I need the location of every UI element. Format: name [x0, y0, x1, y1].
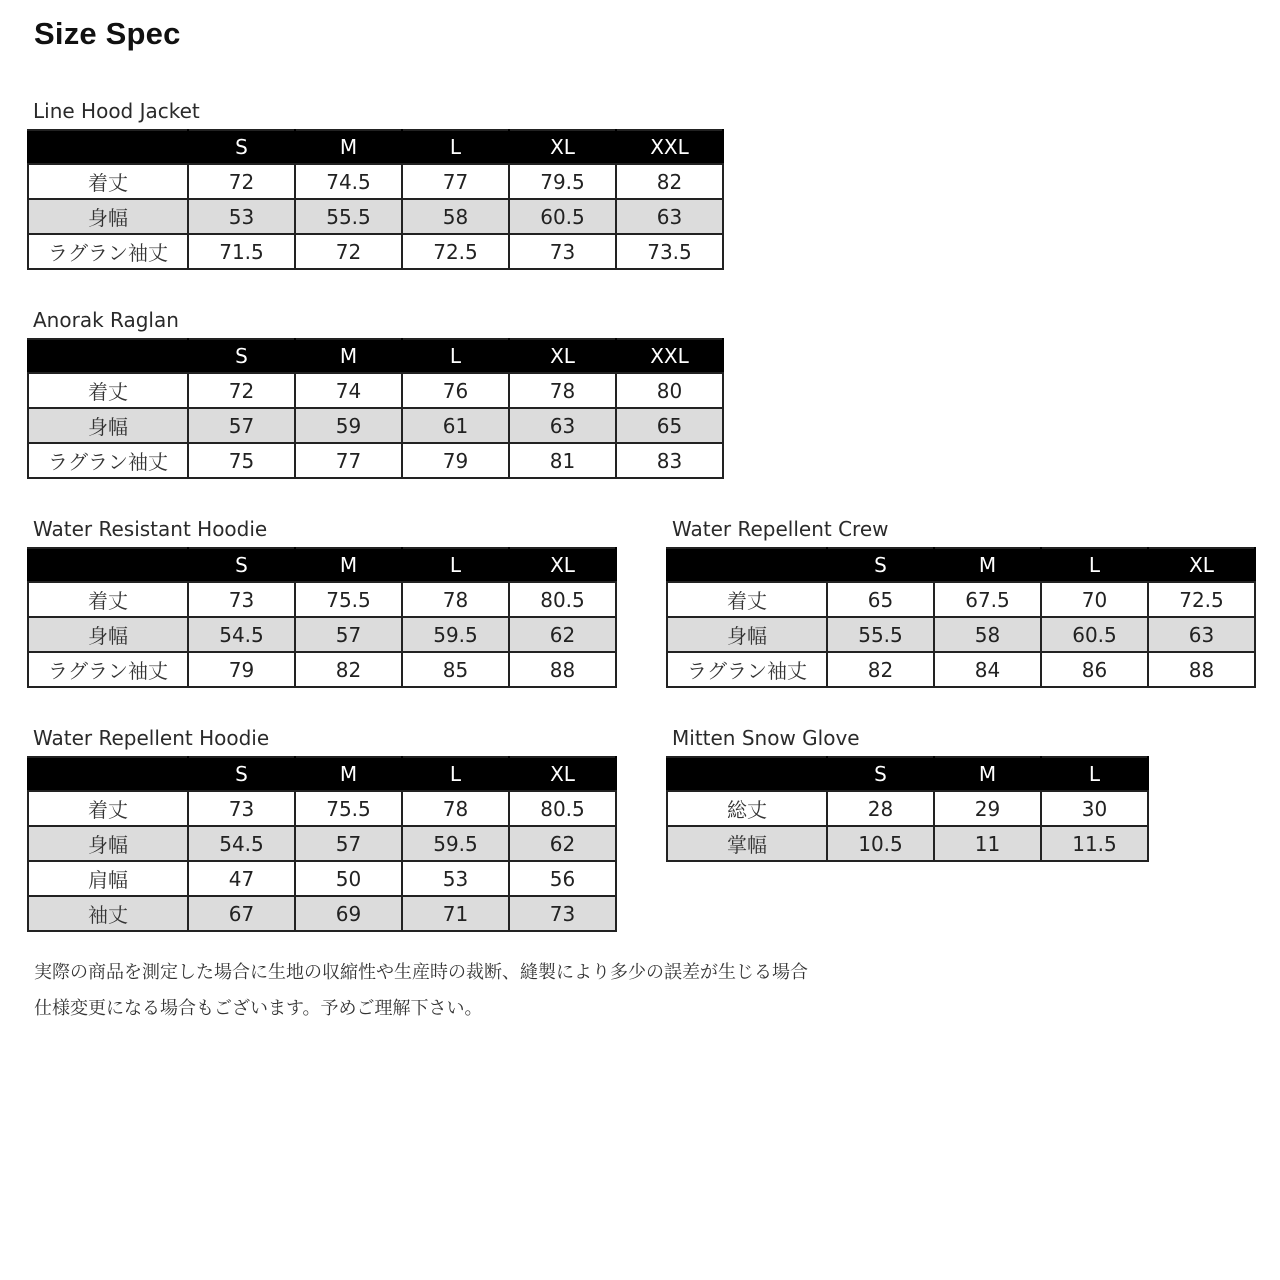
size-table [27, 547, 617, 688]
row-label: 身幅 [28, 199, 188, 234]
measurement-cell: 30 [1041, 791, 1148, 826]
measurement-cell: 73 [188, 582, 295, 617]
size-header: S [188, 757, 295, 791]
table-row [28, 164, 723, 199]
measurement-cell: 74 [295, 373, 402, 408]
measurement-cell: 86 [1041, 652, 1148, 687]
table-title: Water Resistant Hoodie [33, 517, 268, 541]
measurement-cell: 78 [509, 373, 616, 408]
measurement-cell: 11 [934, 826, 1041, 861]
table-row [28, 582, 616, 617]
size-table [27, 756, 617, 932]
row-label: 着丈 [28, 373, 188, 408]
row-label: 着丈 [667, 582, 827, 617]
row-label: 身幅 [28, 617, 188, 652]
size-header: XXL [616, 130, 723, 164]
row-label: 身幅 [28, 408, 188, 443]
measurement-cell: 78 [402, 791, 509, 826]
table-row [667, 791, 1148, 826]
spec-block-mitten-snow-glove [666, 726, 1149, 862]
table-row [28, 373, 723, 408]
measurement-cell: 73 [509, 896, 616, 931]
measurement-cell: 71.5 [188, 234, 295, 269]
measurement-cell: 55.5 [827, 617, 934, 652]
measurement-cell: 58 [402, 199, 509, 234]
table-title: Water Repellent Hoodie [33, 726, 270, 750]
size-table [666, 547, 1256, 688]
measurement-cell: 67 [188, 896, 295, 931]
measurement-cell: 83 [616, 443, 723, 478]
row-label: 肩幅 [28, 861, 188, 896]
row-label: ラグラン袖丈 [28, 443, 188, 478]
row-label: 掌幅 [667, 826, 827, 861]
measurement-cell: 73 [188, 791, 295, 826]
measurement-cell: 72 [188, 373, 295, 408]
measurement-cell: 63 [616, 199, 723, 234]
table-row [28, 234, 723, 269]
table-row [28, 826, 616, 861]
size-header: M [295, 339, 402, 373]
header-corner [28, 757, 188, 791]
size-header: L [402, 548, 509, 582]
size-table [27, 129, 724, 270]
size-header: M [934, 757, 1041, 791]
measurement-cell: 57 [188, 408, 295, 443]
measurement-cell: 72 [188, 164, 295, 199]
size-table [666, 756, 1149, 862]
table-title: Mitten Snow Glove [672, 726, 860, 750]
row-label: ラグラン袖丈 [667, 652, 827, 687]
size-header: S [188, 339, 295, 373]
measurement-cell: 78 [402, 582, 509, 617]
header-corner [28, 130, 188, 164]
measurement-cell: 60.5 [509, 199, 616, 234]
spec-block-line-hood-jacket [27, 99, 724, 270]
measurement-cell: 59.5 [402, 617, 509, 652]
spec-block-anorak-raglan [27, 308, 724, 479]
size-header: L [402, 339, 509, 373]
table-row [28, 199, 723, 234]
header-corner [667, 548, 827, 582]
spec-block-water-repellent-hoodie [27, 726, 617, 932]
measurement-cell: 76 [402, 373, 509, 408]
measurement-cell: 63 [1148, 617, 1255, 652]
row-label: 総丈 [667, 791, 827, 826]
measurement-cell: 80 [616, 373, 723, 408]
measurement-cell: 82 [827, 652, 934, 687]
table-row [28, 443, 723, 478]
measurement-cell: 73 [509, 234, 616, 269]
note-line-1: 実際の商品を測定した場合に生地の収縮性や生産時の裁断、縫製により多少の誤差が生じる場合 [34, 962, 808, 983]
table-title: Anorak Raglan [33, 308, 179, 332]
row-label: ラグラン袖丈 [28, 652, 188, 687]
measurement-cell: 77 [295, 443, 402, 478]
measurement-cell: 59.5 [402, 826, 509, 861]
measurement-cell: 82 [616, 164, 723, 199]
spec-block-water-resistant-hoodie [27, 517, 617, 688]
size-header: M [934, 548, 1041, 582]
table-row [667, 617, 1255, 652]
row-label: 袖丈 [28, 896, 188, 931]
size-header: M [295, 757, 402, 791]
measurement-cell: 79 [188, 652, 295, 687]
measurement-cell: 88 [509, 652, 616, 687]
measurement-cell: 81 [509, 443, 616, 478]
measurement-cell: 63 [509, 408, 616, 443]
header-corner [28, 339, 188, 373]
measurement-cell: 80.5 [509, 791, 616, 826]
measurement-cell: 65 [616, 408, 723, 443]
size-table [27, 338, 724, 479]
table-row [28, 791, 616, 826]
measurement-cell: 57 [295, 617, 402, 652]
measurement-cell: 75.5 [295, 582, 402, 617]
table-row [28, 652, 616, 687]
measurement-cell: 71 [402, 896, 509, 931]
measurement-cell: 50 [295, 861, 402, 896]
row-label: 着丈 [28, 164, 188, 199]
measurement-cell: 56 [509, 861, 616, 896]
measurement-cell: 88 [1148, 652, 1255, 687]
measurement-cell: 79 [402, 443, 509, 478]
measurement-cell: 73.5 [616, 234, 723, 269]
table-row [667, 652, 1255, 687]
table-title: Line Hood Jacket [33, 99, 200, 123]
table-row [667, 826, 1148, 861]
page-title: Size Spec [34, 16, 181, 51]
table-row [28, 896, 616, 931]
size-header: S [827, 548, 934, 582]
size-header: XL [509, 757, 616, 791]
measurement-cell: 74.5 [295, 164, 402, 199]
measurement-cell: 57 [295, 826, 402, 861]
table-row [28, 617, 616, 652]
measurement-cell: 62 [509, 617, 616, 652]
spec-block-water-repellent-crew [666, 517, 1256, 688]
measurement-cell: 65 [827, 582, 934, 617]
measurement-cell: 28 [827, 791, 934, 826]
size-header: M [295, 130, 402, 164]
measurement-cell: 69 [295, 896, 402, 931]
row-label: 身幅 [667, 617, 827, 652]
row-label: 着丈 [28, 791, 188, 826]
note-line-2: 仕様変更になる場合もございます。予めご理解下さい。 [34, 998, 483, 1019]
measurement-cell: 59 [295, 408, 402, 443]
measurement-cell: 70 [1041, 582, 1148, 617]
measurement-cell: 53 [402, 861, 509, 896]
measurement-cell: 72.5 [402, 234, 509, 269]
size-header: L [402, 757, 509, 791]
size-header: XL [509, 548, 616, 582]
measurement-cell: 61 [402, 408, 509, 443]
measurement-cell: 10.5 [827, 826, 934, 861]
measurement-cell: 29 [934, 791, 1041, 826]
measurement-cell: 54.5 [188, 826, 295, 861]
measurement-cell: 85 [402, 652, 509, 687]
measurement-cell: 47 [188, 861, 295, 896]
measurement-cell: 72 [295, 234, 402, 269]
row-label: 身幅 [28, 826, 188, 861]
size-header: M [295, 548, 402, 582]
size-header: S [188, 548, 295, 582]
header-corner [28, 548, 188, 582]
measurement-cell: 11.5 [1041, 826, 1148, 861]
measurement-cell: 72.5 [1148, 582, 1255, 617]
size-header: S [827, 757, 934, 791]
table-row [667, 582, 1255, 617]
size-header: S [188, 130, 295, 164]
measurement-cell: 55.5 [295, 199, 402, 234]
size-header: L [402, 130, 509, 164]
table-row [28, 408, 723, 443]
row-label: 着丈 [28, 582, 188, 617]
size-header: XL [1148, 548, 1255, 582]
measurement-cell: 67.5 [934, 582, 1041, 617]
measurement-cell: 80.5 [509, 582, 616, 617]
measurement-cell: 54.5 [188, 617, 295, 652]
measurement-cell: 60.5 [1041, 617, 1148, 652]
measurement-cell: 82 [295, 652, 402, 687]
size-header: XXL [616, 339, 723, 373]
table-title: Water Repellent Crew [672, 517, 889, 541]
measurement-cell: 53 [188, 199, 295, 234]
size-header: L [1041, 757, 1148, 791]
size-header: L [1041, 548, 1148, 582]
measurement-cell: 75.5 [295, 791, 402, 826]
table-row [28, 861, 616, 896]
row-label: ラグラン袖丈 [28, 234, 188, 269]
measurement-cell: 84 [934, 652, 1041, 687]
measurement-cell: 58 [934, 617, 1041, 652]
size-header: XL [509, 339, 616, 373]
measurement-cell: 75 [188, 443, 295, 478]
size-header: XL [509, 130, 616, 164]
measurement-cell: 62 [509, 826, 616, 861]
header-corner [667, 757, 827, 791]
measurement-cell: 77 [402, 164, 509, 199]
measurement-cell: 79.5 [509, 164, 616, 199]
